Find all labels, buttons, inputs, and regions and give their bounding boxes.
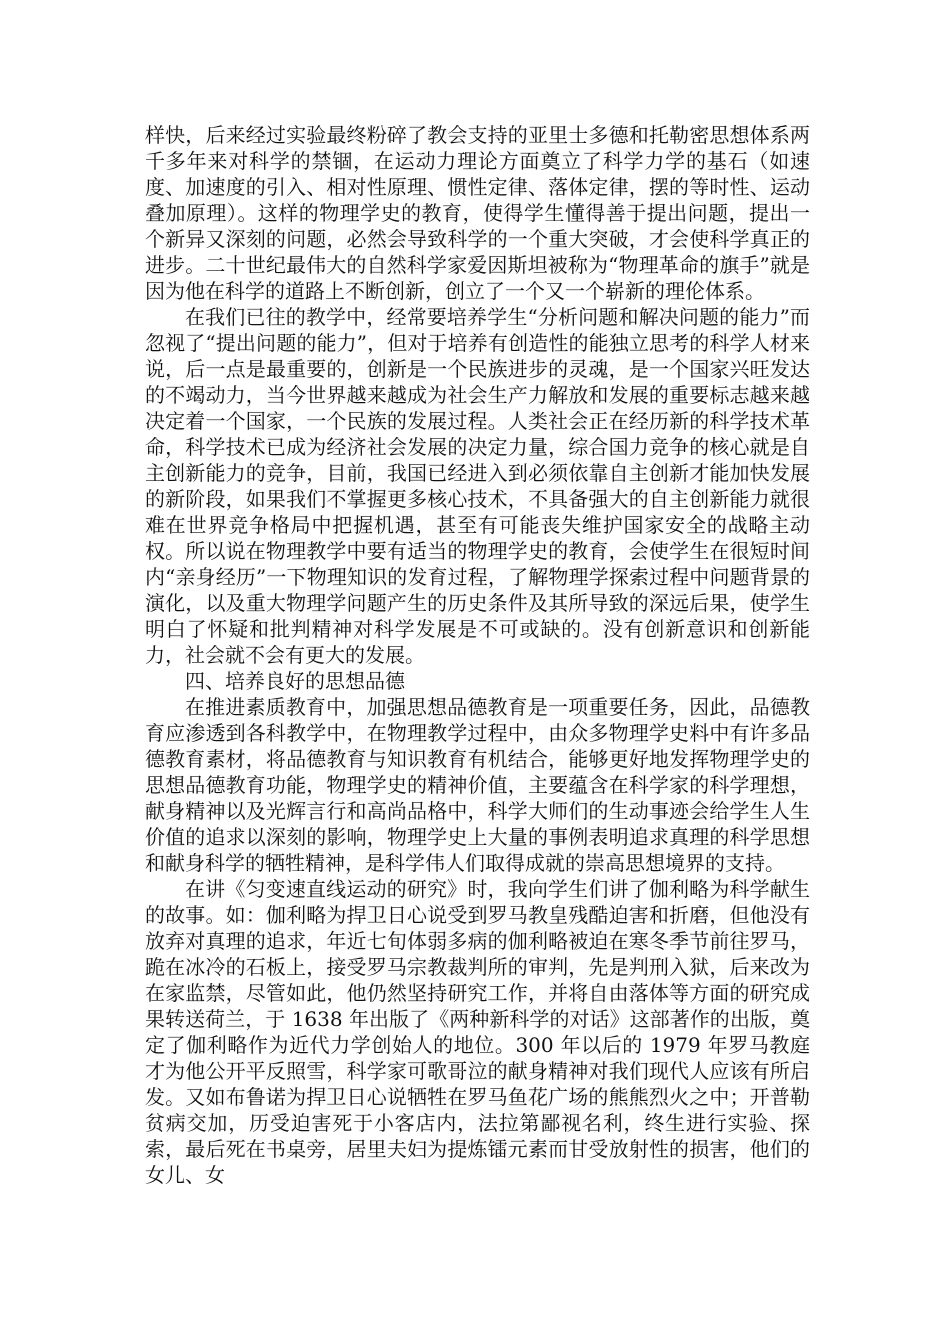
section-heading: 四、培养良好的思想品德 — [185, 669, 405, 693]
document-body — [145, 122, 810, 1188]
paragraph-galileo-story: 在讲《匀变速直线运动的研究》时，我向学生们讲了伽利略为科学献生的故事。如：伽利略为捍卫日心说受到罗马教皇残酷迫害和折磨，但他没有放弃对真理的追求，年近七旬体弱多病的伽利略被迫在寒冬季节前往罗马，跪在冰冷的石板上，接受罗马宗教裁判所的审判，先是判刑入狱，后来改为在家监禁，尽管如此，他仍然坚持研究工作，并将自由落体等方面的研究成果转送荷兰，于 1638 年出版了《两种新科学的对话》这部著作的出版，奠定了伽利略作为近代力学创始人的地位。300 年以后的 1979 年罗马教庭才为他公开平反照雪，科学家可歌哥泣的献身精神对我们现代人应该有所启发。又如布鲁诺为捍卫日心说牺牲在罗马鱼花广场的熊熊烈火之中；开普勒贫病交加，历受迫害死于小客店内，法拉第鄙视名利，终生进行实验、探索，最后死在书桌旁，居里夫妇为提炼镭元素而甘受放射性的损害，他们的女儿、女 — [145, 877, 810, 1187]
paragraph-continuation: 样快，后来经过实验最终粉碎了教会支持的亚里士多德和托勒密思想体系两千多年来对科学的禁锢，在运动力理论方面奠立了科学力学的基石（如速度、加速度的引入、相对性原理、惯性定律、落体定律，摆的等时性、运动叠加原理）。这样的物理学史的教育，使得学生懂得善于提出问题，提出一个新异又深刻的问题，必然会导致科学的一个重大突破，才会使科学真正的进步。二十世纪最伟大的自然科学家爱因斯坦被称为“物理革命的旗手”就是因为他在科学的道路上不断创新，创立了一个又一个崭新的理伦体系。 — [145, 123, 810, 303]
paragraph-moral-education: 在推进素质教育中，加强思想品德教育是一项重要任务，因此，品德教育应渗透到各科教学中，在物理教学过程中，由众多物理学史料中有许多品德教育素材，将品德教育与知识教育有机结合，能够更好地发挥物理学史的思想品德教育功能，物理学史的精神价值，主要蕴含在科学家的科学理想，献身精神以及光辉言行和高尚品格中，科学大师们的生动事迹会给学生人生价值的追求以深刻的影响，物理学史上大量的事例表明追求真理的科学思想和献身科学的牺牲精神，是科学伟人们取得成就的崇高思想境界的支持。 — [145, 695, 810, 875]
paragraph-innovation: 在我们已往的教学中，经常要培养学生“分析问题和解决问题的能力”而忽视了“提出问题的能力”，但对于培养有创造性的能独立思考的科学人材来说，后一点是最重要的，创新是一个民族进步的灵魂，是一个国家兴旺发达的不竭动力，当今世界越来越成为社会生产力解放和发展的重要标志越来越决定着一个国家，一个民族的发展过程。人类社会正在经历新的科学技术革命，科学技术已成为经济社会发展的决定力量，综合国力竞争的核心就是自主创新能力的竞争，目前，我国已经进入到必须依靠自主创新才能加快发展的新阶段，如果我们不掌握更多核心技术，不具备强大的自主创新能力就很难在世界竞争格局中把握机遇，甚至有可能丧失维护国家安全的战略主动权。所以说在物理教学中要有适当的物理学史的教育，会使学生在很短时间内“亲身经历”一下物理知识的发育过程，了解物理学探索过程中问题背景的演化，以及重大物理学问题产生的历史条件及其所导致的深远后果，使学生明白了怀疑和批判精神对科学发展是不可或缺的。没有创新意识和创新能力，社会就不会有更大的发展。 — [145, 305, 810, 667]
